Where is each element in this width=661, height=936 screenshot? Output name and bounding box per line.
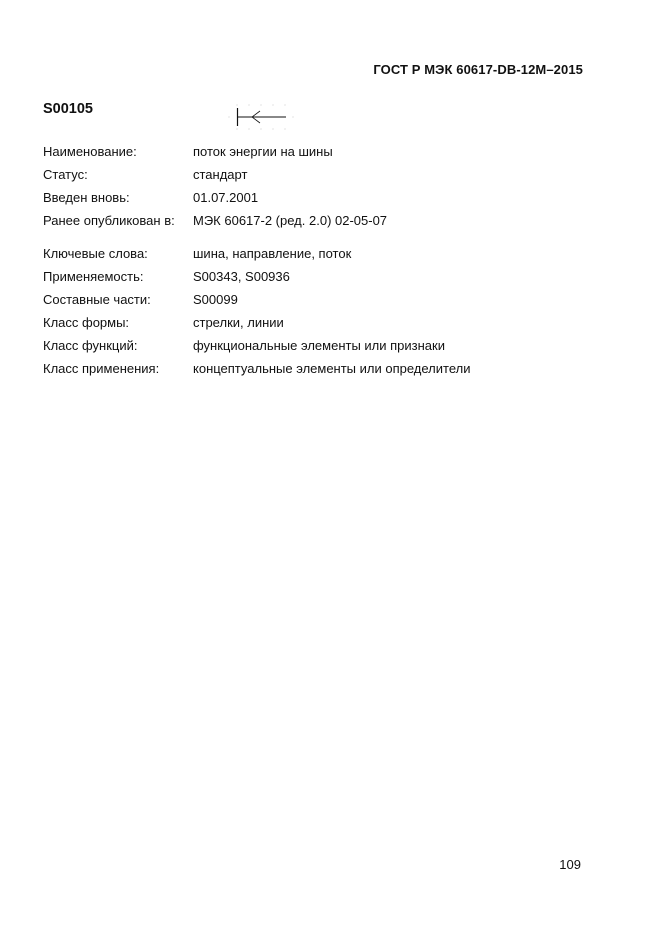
- attr-value: стрелки, линии: [193, 315, 284, 330]
- attr-value: шина, направление, поток: [193, 246, 352, 261]
- attr-value: концептуальные элементы или определители: [193, 361, 471, 376]
- page-number: 109: [559, 857, 581, 872]
- attr-value: S00343, S00936: [193, 269, 290, 284]
- attr-label: Класс формы:: [43, 315, 130, 330]
- attr-label: Класс применения:: [43, 361, 160, 376]
- attr-value: стандарт: [193, 167, 248, 182]
- document-header: ГОСТ Р МЭК 60617-DB-12M–2015: [373, 62, 583, 77]
- attr-label: Составные части:: [43, 292, 151, 307]
- attr-value: функциональные элементы или признаки: [193, 338, 445, 353]
- bus-energy-flow-arrow-icon: [226, 100, 296, 134]
- attr-value: S00099: [193, 292, 238, 307]
- attr-label: Статус:: [43, 167, 88, 182]
- attr-value: МЭК 60617-2 (ред. 2.0) 02-05-07: [193, 213, 388, 228]
- attr-label: Применяемость:: [43, 269, 144, 284]
- attr-label: Ключевые слова:: [43, 246, 148, 261]
- attr-value: 01.07.2001: [193, 190, 259, 205]
- attr-value: поток энергии на шины: [193, 144, 333, 159]
- attr-label: Класс функций:: [43, 338, 138, 353]
- symbol-code: S00105: [43, 101, 93, 117]
- attr-label: Введен вновь:: [43, 190, 130, 205]
- attr-label: Ранее опубликован в:: [43, 213, 175, 228]
- attr-label: Наименование:: [43, 144, 137, 159]
